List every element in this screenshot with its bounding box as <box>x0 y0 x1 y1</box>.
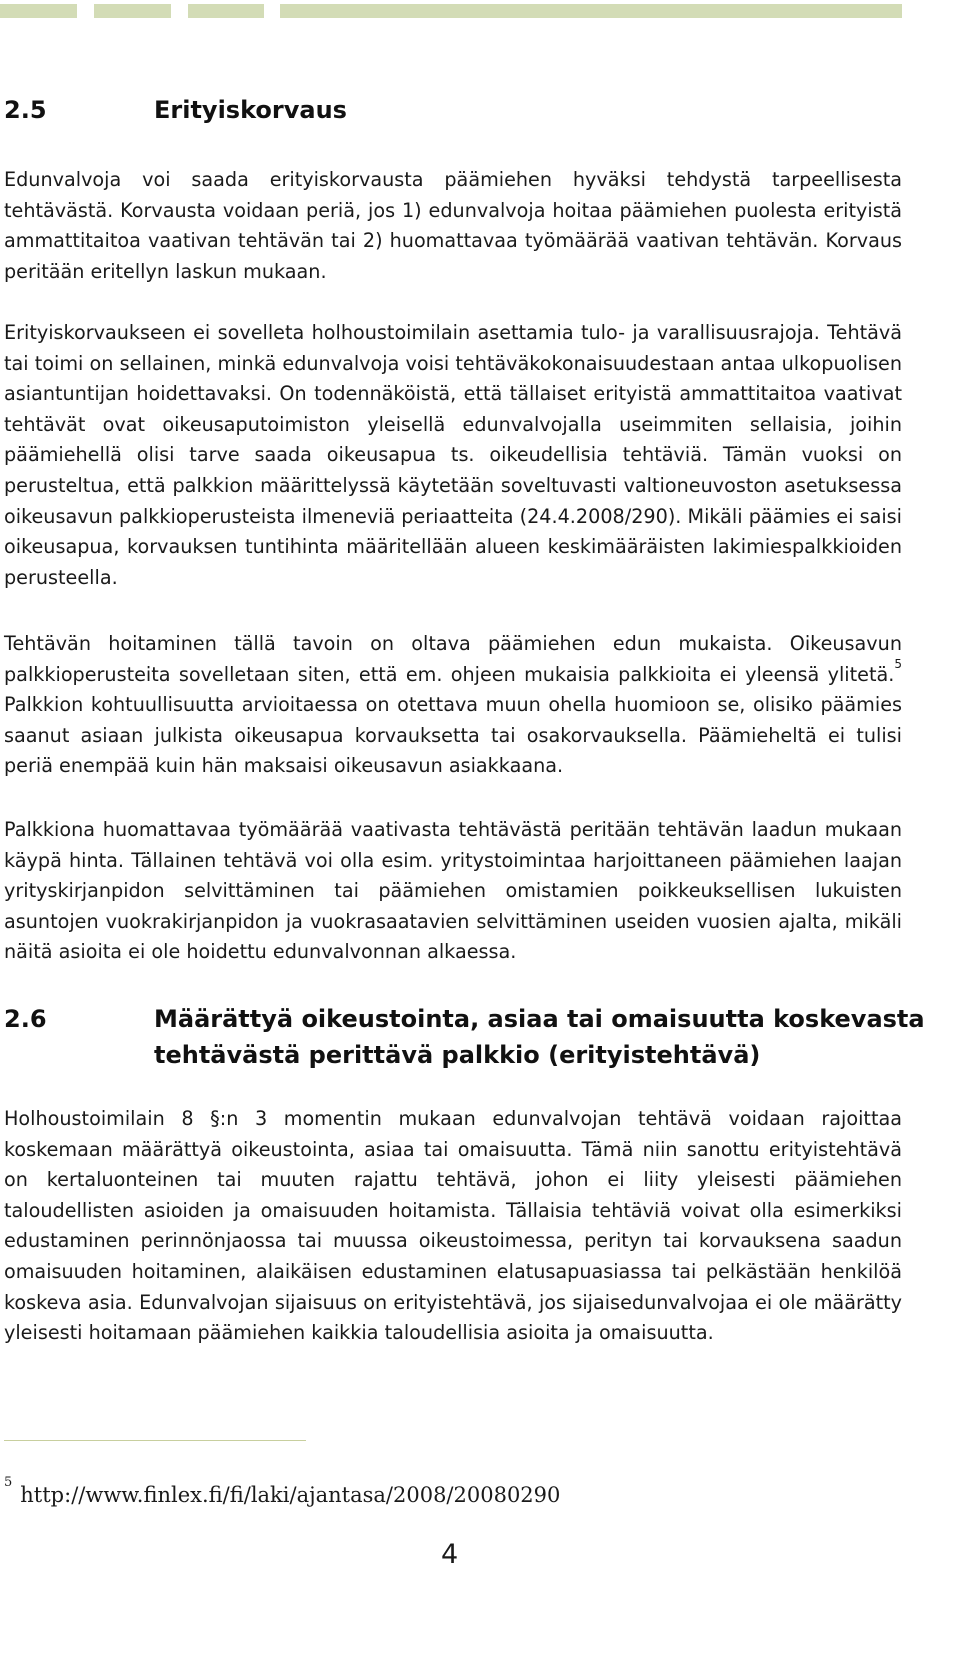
header-bar-segment <box>280 4 902 18</box>
page-number: 4 <box>441 1539 459 1570</box>
paragraph-2-5-3 <box>4 629 902 782</box>
footnote-separator <box>4 1440 306 1441</box>
header-decoration-bar <box>0 4 960 18</box>
paragraph-text: Palkkion kohtuullisuutta arvioitaessa on otettava muun ohella huomioon se, olisiko päämies saanut asiaan julkista oikeusapua korvauksetta tai osakorvauksella. Päämieheltä ei tulisi periä enempää kuin hän maksaisi oikeusavun asiakkaana. <box>4 693 902 778</box>
header-bar-segment <box>188 4 264 18</box>
section-title-line-2: tehtävästä perittävä palkkio (erityistehtävä) <box>154 1041 761 1069</box>
footnote <box>4 1475 561 1510</box>
header-bar-segment <box>0 4 77 18</box>
section-number: 2.5 <box>4 96 47 124</box>
section-title-line-1: Määrättyä oikeustointa, asiaa tai omaisuutta koskevasta <box>154 1005 925 1033</box>
paragraph-text: Tehtävän hoitaminen tällä tavoin on oltava päämiehen edun mukaista. Oikeusavun palkkioperusteita sovelletaan siten, että em. ohjeen mukaisia palkkioita ei yleensä ylitetä. <box>4 632 902 686</box>
section-number: 2.6 <box>4 1005 47 1033</box>
section-title: Erityiskorvaus <box>154 96 347 124</box>
header-bar-segment <box>94 4 171 18</box>
footnote-link[interactable]: http://www.finlex.fi/fi/laki/ajantasa/2008/20080290 <box>20 1483 561 1507</box>
footnote-number: 5 <box>4 1475 13 1490</box>
footnote-reference[interactable]: 5 <box>894 656 902 671</box>
paragraph-2-5-2: Erityiskorvaukseen ei sovelleta holhoustoimilain asettamia tulo- ja varallisuusrajoja. Tehtävä tai toimi on sellainen, minkä edunvalvoja voisi tehtäväkokonaisuudestaan antaa ulkopuolisen asiantuntijan hoidettavaksi. On todennäköistä, että tällaiset erityistä ammattitaitoa vaativat tehtävät ovat oikeusaputoimiston yleisellä edunvalvojalla useimmiten sellaisia, joihin päämiehellä olisi tarve saada oikeusapua ts. oikeudellisia tehtäviä. Tämän vuoksi on perusteltua, että palkkion määrittelyssä käytetään soveltuvasti valtioneuvoston asetuksessa oikeusavun palkkioperusteista ilmeneviä periaatteita (24.4.2008/290). Mikäli päämies ei saisi oikeusapua, korvauksen tuntihinta määritellään alueen keskimääräisten lakimiespalkkioiden perusteella. <box>4 321 902 589</box>
paragraph-2-6-1: Holhoustoimilain 8 §:n 3 momentin mukaan edunvalvojan tehtävä voidaan rajoittaa koskemaan määrättyä oikeustointa, asiaa tai omaisuutta. Tämä niin sanottu erityistehtävä on kertaluonteinen tai muuten rajattu tehtävä, johon ei liity yleisesti päämiehen taloudellisten asioiden ja omaisuuden hoitamista. Tällaisia tehtäviä voivat olla esimerkiksi edustaminen perinnönjaossa tai muussa oikeustoimessa, perityn tai korvauksena saadun omaisuuden hoitaminen, alaikäisen edustaminen elatusapuasiassa tai pelkästään henkilöä koskeva asia. Edunvalvojan sijaisuus on erityistehtävä, jos sijaisedunvalvojaa ei ole määrätty yleisesti hoitamaan päämiehen kaikkia taloudellisia asioita ja omaisuutta. <box>4 1107 902 1345</box>
paragraph-2-5-4: Palkkiona huomattavaa työmäärää vaativasta tehtävästä peritään tehtävän laadun mukaan käypä hinta. Tällainen tehtävä voi olla esim. yritystoimintaa harjoittaneen päämiehen laajan yrityskirjanpidon selvittäminen tai päämiehen omistamien poikkeuksellisen lukuisten asuntojen vuokrakirjanpidon ja vuokrasaatavien selvittäminen useiden vuosien ajalta, mikäli näitä asioita ei ole hoidettu edunvalvonnan alkaessa. <box>4 818 902 964</box>
paragraph-2-5-1: Edunvalvoja voi saada erityiskorvausta päämiehen hyväksi tehdystä tarpeellisesta tehtävästä. Korvausta voidaan periä, jos 1) edunvalvoja hoitaa päämiehen puolesta erityistä ammattitaitoa vaativan tehtävän tai 2) huomattavaa työmäärää vaativan tehtävän. Korvaus peritään eritellyn laskun mukaan. <box>4 168 902 283</box>
